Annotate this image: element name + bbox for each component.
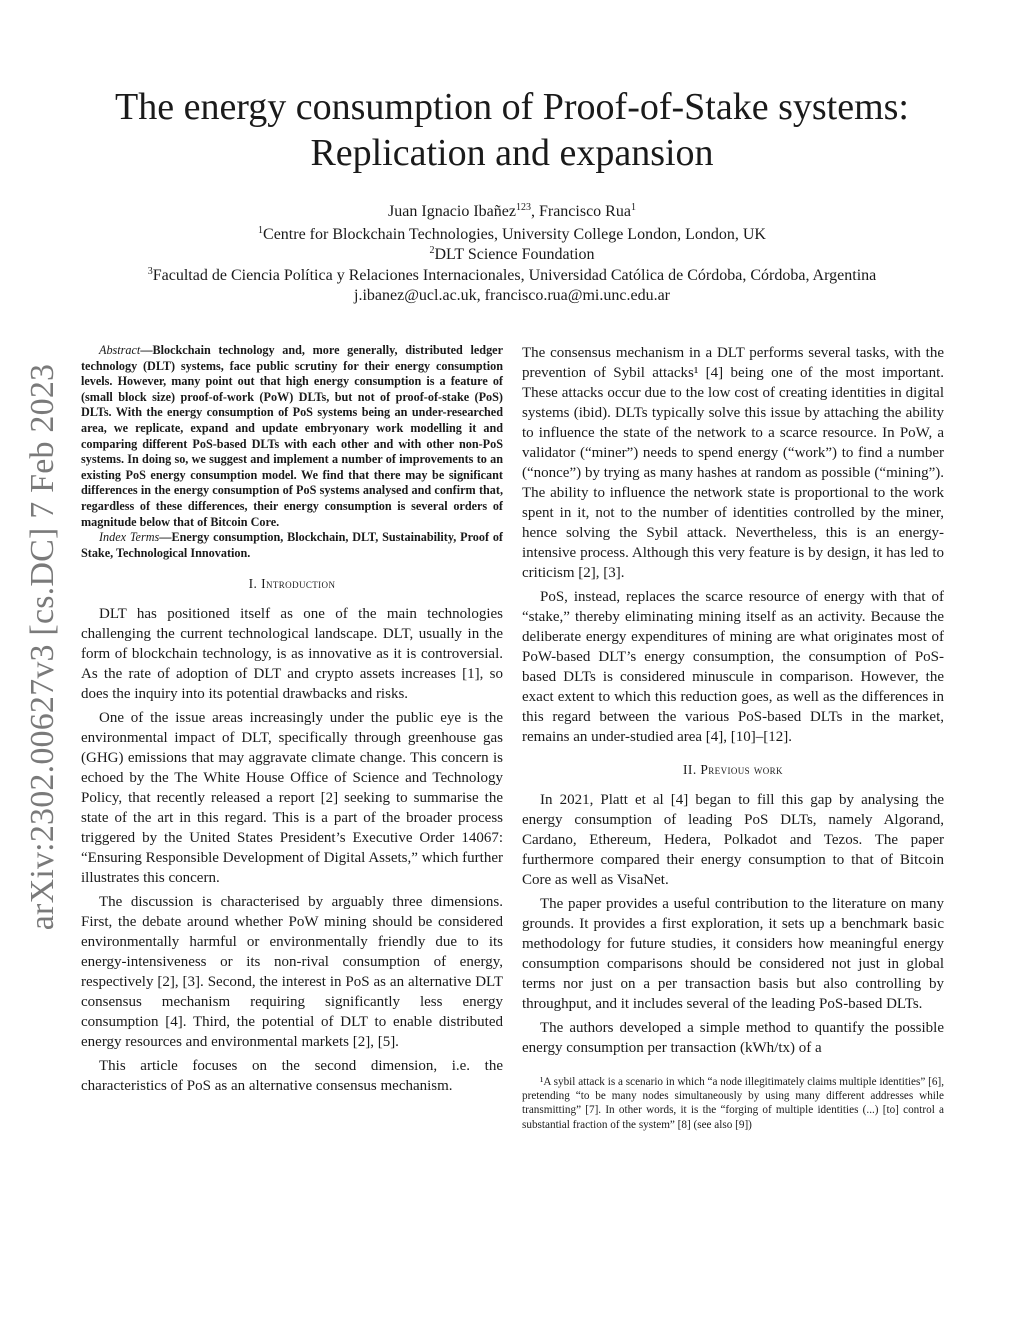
affiliation-3: $^3$Facultad de Ciencia Política y Relaciones Internacionales, Universidad Católica de Córdoba, Córdoba, Argentina <box>147 265 877 284</box>
title-line-2: Replication and expansion <box>310 132 714 174</box>
author-block <box>60 202 964 307</box>
footnote: ¹A sybil attack is a scenario in which “a node illegitimately claims multiple identities” [6], pretending “to be many nodes simultaneously by using many different addresses while transmitting” [7]. In other words, it is the “forging of multiple identities (...) [to] control a substantial fraction of the system” [8] (see also [9]) <box>522 1076 944 1131</box>
index-terms-label: Index Terms <box>99 530 160 545</box>
abstract <box>81 343 503 561</box>
paragraph: The paper provides a useful contribution to the literature on many grounds. It provides a first exploration, it sets up a benchmark basic methodology for future studies, it considers how meaningful energy consumption comparisons should be considered not just in global terms nor just on a per transaction basis but also controlling by throughput, and it includes several of the leading PoS-based DLTs. <box>522 896 944 1012</box>
paragraph: This article focuses on the second dimension, i.e. the characteristics of PoS as an alternative consensus mechanism. <box>81 1058 503 1095</box>
right-column <box>522 343 944 1132</box>
left-column <box>81 343 503 1100</box>
paragraph: PoS, instead, replaces the scarce resource of energy with that of “stake,” thereby eliminating mining itself as an activity. Because the deliberate energy expenditures of mining are what originates most of PoW-based DLT’s energy consumption, the consumption of PoS-based DLTs is considered minuscule in comparison. However, the exact extent to which this reduction goes, as well as the differences in this regard between the various PoS-based DLTs in the market, remains an under-studied area [4], [10]–[12]. <box>522 589 944 745</box>
index-terms-text: —Energy consumption, Blockchain, DLT, Sustainability, Proof of Stake, Technological Innovation. <box>81 530 503 560</box>
section-heading-previous-work: II. Previous work <box>683 762 783 777</box>
paragraph: In 2021, Platt et al [4] began to fill this gap by analysing the energy consumption of leading PoS DLTs, namely Algorand, Cardano, Ethereum, Hedera, Polkadot and Tezos. The paper furthermore compared their energy consumption to that of Bitcoin Core as well as VisaNet. <box>522 792 944 888</box>
paragraph: The authors developed a simple method to quantify the possible energy consumption per transaction (kWh/tx) of a <box>522 1020 944 1056</box>
paragraph: One of the issue areas increasingly under the public eye is the environmental impact of DLT, specifically through greenhouse gas (GHG) emissions that may aggravate climate change. This concern is echoed by the The White House Office of Science and Technology Policy, that recently released a report [2] seeking to summarise the state of the art in this regard. This is a part of the broader process triggered by the United States President’s Executive Order 14067: “Ensuring Responsible Development of Digital Assets,” which further illustrates this concern. <box>81 710 503 887</box>
author-emails: j.ibanez@ucl.ac.uk, francisco.rua@mi.unc.edu.ar <box>354 287 670 304</box>
paper-title <box>60 84 964 176</box>
affiliation-2: $^2$DLT Science Foundation <box>429 245 595 263</box>
affiliation-1: $^1$Centre for Blockchain Technologies, University College London, London, UK <box>258 224 766 243</box>
section-heading-introduction: I. Introduction <box>248 576 336 592</box>
paragraph: DLT has positioned itself as one of the main technologies challenging the current technological landscape. DLT, usually in the form of blockchain technology, is as innovative as it is controversial. As the rate of adoption of DLT and crypto assets increases [1], so does the inquiry into its potential drawbacks and risks. <box>81 606 503 703</box>
paragraph: The discussion is characterised by arguably three dimensions. First, the debate around whether PoW mining should be considered environmentally harmful or environmentally friendly due to its energy-intensiveness or its non-rival consumption of energy, respectively [2], [3]. Second, the interest in PoS as an alternative DLT consensus mechanism requiring significantly less energy consumption [4]. Third, the potential of DLT to enable distributed energy resources and environmental markets [2], [5]. <box>81 894 503 1051</box>
author-names: Juan Ignacio Ibañez$^{123}$, Francisco Rua$^1$ <box>388 202 636 220</box>
title-line-1: The energy consumption of Proof-of-Stake systems: <box>115 86 909 128</box>
arxiv-identifier: arXiv:2302.00627v3 [cs.DC] 7 Feb 2023 <box>24 363 61 931</box>
paragraph: The consensus mechanism in a DLT performs several tasks, with the prevention of Sybil attacks¹ [4] being one of the most important. These attacks occur due to the low cost of creating identities in digital systems (ibid). DLTs typically solve this issue by attaching the ability to influence the state of the network to a scarce resource. In PoW, a validator (“miner”) needs to spend energy (“work”) to find a number (“nonce”) by trying as many hashes at random as possible (“mining”). The ability to influence the network state is proportional to the work spent in it, not to the number of identities controlled by the miner, hence solving the Sybil attack. Nevertheless, this is an energy-intensive process. Although this very feature is by design, it has led to criticism [2], [3]. <box>522 345 944 581</box>
abstract-label: Abstract <box>99 343 141 357</box>
abstract-text: —Blockchain technology and, more generally, distributed ledger technology (DLT) systems, face public scrutiny for their energy consumption levels. However, many point out that high energy consumption is a feature of (small block size) proof-of-work (PoW) DLTs, but not of proof-of-stake (PoS) DLTs. With the energy consumption of PoS systems being an under-researched area, we replicate, expand and update embryonary work modelling it and comparing different PoS-based DLTs with each other and with other non-PoS systems. In doing so, we suggest and implement a number of improvements to an existing PoS energy consumption model. We find that there may be significant differences in the energy consumption of PoS systems analysed and confirm that, regardless of these differences, their energy consumption is several orders of magnitude below that of Bitcoin Core. <box>81 343 503 529</box>
